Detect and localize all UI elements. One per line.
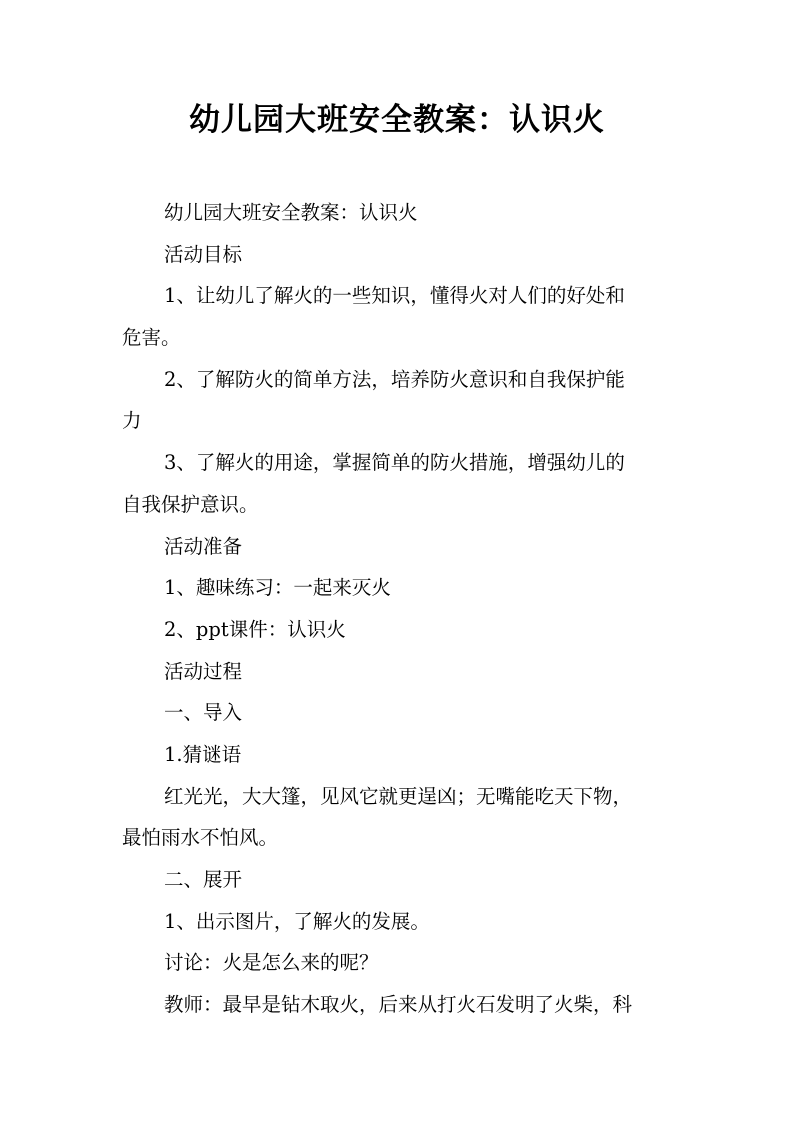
text-line: 红光光，大大篷，见风它就更逞凶；无嘴能吃天下物， — [164, 784, 633, 808]
text-line: 1、让幼儿了解火的一些知识，懂得火对人们的好处和 — [164, 284, 625, 308]
text-line: 讨论：火是怎么来的呢？ — [164, 951, 379, 975]
text-line: 幼儿园大班安全教案：认识火 — [164, 201, 418, 224]
text-line: 一、导入 — [164, 701, 243, 725]
text-line: 2、ppt课件：认识火 — [164, 617, 346, 641]
text-line: 1、趣味练习：一起来灭火 — [164, 576, 391, 600]
text-line: 3、了解火的用途，掌握简单的防火措施，增强幼儿的 — [164, 451, 625, 475]
text-line: 1.猜谜语 — [164, 742, 242, 766]
text-line: 活动目标 — [164, 242, 243, 266]
text-line: 活动准备 — [164, 534, 243, 558]
text-line: 2、了解防火的简单方法，培养防火意识和自我保护能 — [164, 367, 625, 391]
text-line: 1、出示图片，了解火的发展。 — [164, 909, 430, 933]
document-title: 幼儿园大班安全教案：认识火 — [189, 102, 605, 138]
text-line: 二、展开 — [164, 868, 243, 891]
text-line: 教师：最早是钻木取火，后来从打火石发明了火柴，科 — [164, 993, 633, 1017]
text-line: 危害。 — [122, 326, 181, 350]
text-line: 活动过程 — [164, 659, 243, 683]
text-line: 自我保护意识。 — [122, 492, 259, 516]
document-body — [122, 192, 682, 1026]
text-line: 力 — [122, 409, 142, 433]
text-line: 最怕雨水不怕风。 — [122, 826, 279, 850]
